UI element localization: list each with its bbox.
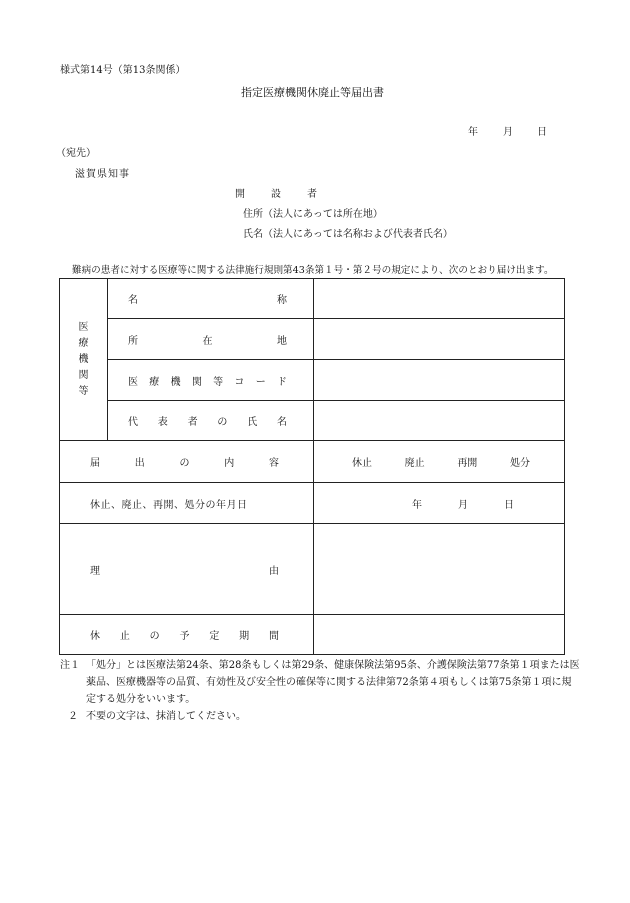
code-label: 医 療 機 関 等 コ ー ド — [128, 376, 287, 388]
period-label-cell — [60, 615, 314, 655]
location-field[interactable] — [314, 319, 565, 360]
note-mark: 注１ — [60, 660, 80, 671]
institution-label-char: 機 — [78, 353, 89, 365]
reason-label-cell — [60, 524, 314, 615]
institution-label-cell — [60, 279, 108, 441]
founder-name-label: 氏名（法人にあっては名称および代表者氏名） — [243, 229, 453, 240]
content-label-cell — [60, 441, 314, 483]
note-mark: ２ — [68, 711, 78, 722]
option-resume[interactable]: 再開 — [457, 458, 478, 469]
rep-label-cell — [108, 401, 314, 441]
note-item — [60, 708, 580, 725]
date-month: 月 — [503, 127, 513, 138]
notification-table — [59, 278, 565, 655]
institution-label-char: 等 — [78, 385, 89, 397]
date-day: 日 — [537, 127, 547, 138]
institution-label-char: 医 — [78, 321, 89, 333]
addressee-label: （宛先） — [56, 148, 96, 159]
content-options-cell[interactable] — [314, 441, 565, 483]
notes — [60, 657, 580, 725]
note-item — [60, 657, 580, 708]
date-label: 休止、廃止、再開、処分の年月日 — [90, 499, 248, 511]
page-title: 指定医療機関休廃止等届出書 — [241, 86, 384, 99]
code-label-cell — [108, 360, 314, 401]
date-value: 年 月 日 — [412, 499, 514, 511]
option-disposition[interactable]: 処分 — [509, 458, 530, 469]
period-label: 休 止 の 予 定 期 間 — [90, 631, 279, 642]
note-text: 不要の文字は、抹消してください。 — [86, 711, 246, 722]
founder-heading: 開 設 者 — [235, 189, 325, 200]
founder-address-label: 住所（法人にあっては所在地） — [243, 209, 383, 220]
option-suspend[interactable]: 休止 — [352, 458, 372, 469]
rep-field[interactable] — [314, 401, 565, 441]
option-abolish[interactable]: 廃止 — [404, 458, 425, 469]
addressee: 滋賀県知事 — [75, 169, 130, 180]
rep-label: 代 表 者 の 氏 名 — [128, 417, 287, 428]
form-number: 様式第14号（第13条関係） — [60, 65, 186, 76]
date-year: 年 — [468, 127, 478, 138]
name-label: 名 称 — [128, 295, 287, 306]
statement: 難病の患者に対する医療等に関する法律施行規則第43条第１号・第２号の規定により、次のとおり届け出ます。 — [72, 265, 554, 276]
name-field[interactable] — [314, 279, 565, 319]
period-field[interactable] — [314, 615, 565, 655]
reason-label: 理 由 — [90, 565, 279, 577]
content-options — [314, 454, 564, 469]
note-text: 「処分」とは医療法第24条、第28条もしくは第29条、健康保険法第95条、介護保険法第77条第１項または医薬品、医療機器等の品質、有効性及び安全性の確保等に関する法律第72条第４項もしくは第75条第１項に規定する処分をいいます。 — [86, 660, 580, 705]
location-label-cell — [108, 319, 314, 360]
institution-label-char: 療 — [78, 337, 89, 349]
date-field[interactable] — [314, 483, 565, 524]
reason-field[interactable] — [314, 524, 565, 615]
name-label-cell — [108, 279, 314, 319]
code-field[interactable] — [314, 360, 565, 401]
location-label: 所 在 地 — [128, 335, 287, 347]
date-label-cell — [60, 483, 314, 524]
institution-label-char: 関 — [78, 369, 89, 381]
content-label: 届 出 の 内 容 — [90, 458, 279, 469]
